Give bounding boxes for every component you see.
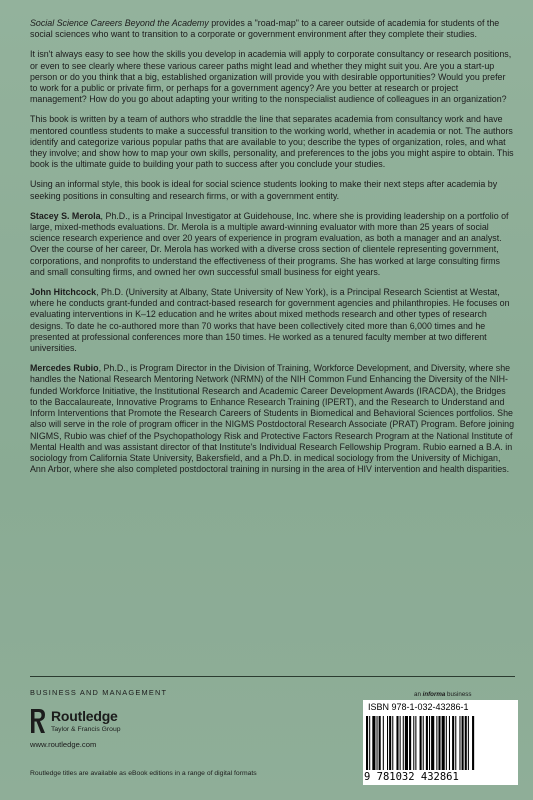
informa-business-label: an informa business [414, 691, 472, 698]
author-name: Stacey S. Merola [30, 210, 101, 221]
publisher-name: Routledge [51, 708, 118, 724]
ebook-note: Routledge titles are available as eBook editions in a range of digital formats [30, 770, 257, 777]
author-name: Mercedes Rubio [30, 363, 99, 374]
author-bio-text: , Ph.D. (University at Albany, State University of New York), is a Principal Research Scientist at Westat, where he conducts grant-funded and contract-based research for government agencies and philanthropies. He focuses on evaluating interventions in K–12 education and he writes about mixed methods research and other types of research designs. To date he co-authored more than 70 works that have been collectively cited more than 6,000 times and he presented at professional conferences more than 150 times. He worked as a tenured faculty member at two different universities. [30, 287, 510, 354]
barcode-digits: 9 781032 432861 [364, 771, 459, 783]
routledge-r-logo-icon [30, 708, 46, 734]
book-title: Social Science Careers Beyond the Academy [30, 18, 209, 28]
author-bios [30, 211, 515, 475]
author-bio-merola [30, 211, 515, 278]
divider [30, 676, 515, 677]
author-bio-text: , Ph.D., is a Principal Investigator at Guidehouse, Inc. where she is providing leadership on a portfolio of large, mixed-methods evaluations. Dr. Merola is a multiple award-winning evaluator with more than 25 years of social science research experience and over 20 years of experience in program evaluation, as both a manager and an analyst. Over the course of her career, Dr. Merola has worked with a diverse cross section of clientele representing government, corporations, and nonprofits to understand the effectiveness of their programs. She has worked at large consulting firms and small consulting firms, and owned her own successful small business for eight years. [30, 210, 509, 277]
description-paragraph-2: It isn't always easy to see how the skills you develop in academia will apply to corporate consultancy or research positions, or even to see clearly where these various career paths might lead and whether they might suit you. Are you a start-up person or do you think that a big, established organization will provide you with desirable opportunities? Would you prefer to work for a public or private firm, or perhaps for a government agency? Are you better at research or project management? How do you go about adapting your writing to the nonspecialist audience of colleagues in an organization? [30, 49, 512, 105]
author-bio-hitchcock [30, 287, 515, 354]
description-paragraph-4: Using an informal style, this book is ideal for social science students looking to make their next steps after academia by seeking positions in consulting and research firms, or with a government entity. [30, 179, 498, 201]
author-bio-text: , Ph.D., is Program Director in the Division of Training, Workforce Development, and Diversity, where she handles the National Research Mentoring Network (NRMN) of the NIH Common Fund Enhancing the Diversity of the NIH-funded Workforce Initiative, the Institutional Research and Academic Career Development Awards (IRACDA), the Bridges to the Baccalaureate, Innovative Programs to Enhance Research Training (IPERT), and the Research to Understand and Inform Interventions that Promote the Research Careers of Students in Biomedical and Behavioral Sciences portfolios. She also will serve in the role of program officer in the NIGMS Postdoctoral Research Associate (PRAT) Program. Before joining NIGMS, Rubio was chief of the Psychopathology Risk and Protective Factors Research Program at the National Institute of Mental Health and was assistant director of that Institute's Individual Research Fellowship Program. Rubio earned a B.A. in sociology from California State University, Bakersfield, and a Ph.D. in medical sociology from the University of Michigan, Ann Arbor, where she also completed postdoctoral training in nursing in the area of HIV intervention and health disparities. [30, 363, 515, 475]
author-name: John Hitchcock [30, 287, 97, 298]
subject-category: BUSINESS AND MANAGEMENT [30, 688, 168, 697]
description-block [30, 18, 515, 484]
description-paragraph-3: This book is written by a team of authors who straddle the line that separates academia from consultancy work and have mentored countless students to make a successful transition to the working world, whether in academia or not. The authors identify and categorize various popular paths that are available to you; describe the types of organization, roles, and what they involve; and show how to map your own skills, personality, and preferences to the jobs you might aspire to obtain. This book is the ultimate guide to building your path to success after you conclude your studies. [30, 114, 514, 170]
author-bio-rubio [30, 363, 515, 475]
publisher-website: www.routledge.com [30, 740, 97, 749]
isbn-number: ISBN 978-1-032-43286-1 [368, 702, 469, 712]
isbn-barcode-icon [366, 716, 514, 770]
description-paragraph-1: Social Science Careers Beyond the Academy provides a "road-map" to a career outside of academia for students of the social sciences who want to transition to a corporate or government environment after they complete their studies. [30, 18, 500, 40]
publisher-group: Taylor & Francis Group [51, 726, 121, 733]
